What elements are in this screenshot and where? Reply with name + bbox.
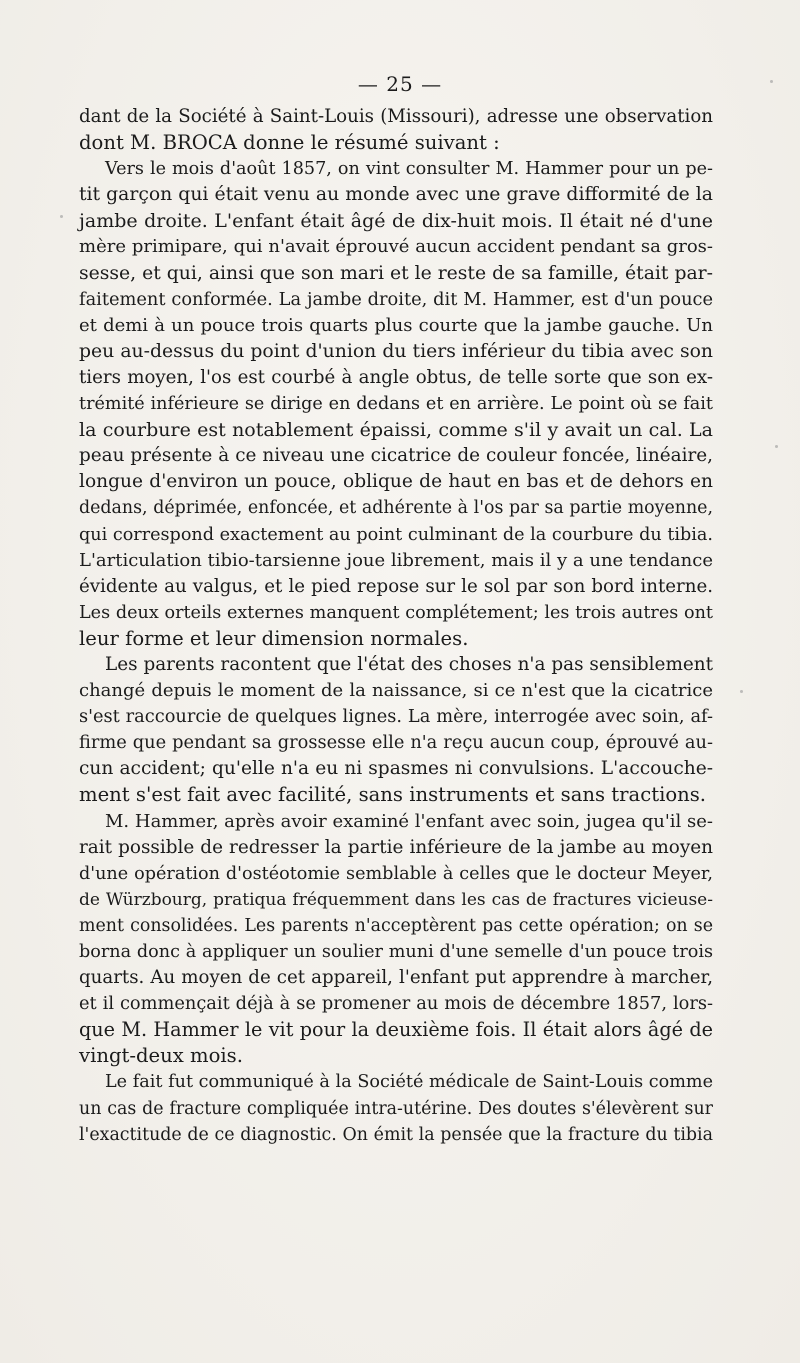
- text-line: firme que pendant sa grossesse elle n'a reçu aucun coup, éprouvé au-: [79, 732, 713, 754]
- text-line: sesse, et qui, ainsi que son mari et le reste de sa famille, était par-: [79, 262, 713, 284]
- text-line: dont M. BROCA donne le résumé suivant :: [79, 131, 500, 155]
- text-line: Les deux orteils externes manquent complétement; les trois autres ont: [79, 602, 713, 623]
- text-line: vingt-deux mois.: [79, 1044, 243, 1068]
- text-line: borna donc à appliquer un soulier muni d'une semelle d'un pouce trois: [79, 942, 713, 962]
- text-line: ment consolidées. Les parents n'acceptèrent pas cette opération; on se: [79, 915, 713, 936]
- paper-speck: [775, 445, 778, 448]
- text-line: Les parents racontent que l'état des choses n'a pas sensiblement: [105, 653, 713, 675]
- text-line: cun accident; qu'elle n'a eu ni spasmes ni convulsions. L'accouche-: [79, 758, 713, 780]
- text-line: M. Hammer, après avoir examiné l'enfant avec soin, jugea qu'il se-: [105, 810, 713, 832]
- text-line: leur forme et leur dimension normales.: [79, 626, 469, 650]
- text-line: jambe droite. L'enfant était âgé de dix-huit mois. Il était né d'une: [79, 210, 713, 233]
- text-line: l'exactitude de ce diagnostic. On émit la pensée que la fracture du tibia: [79, 1124, 713, 1145]
- text-line: quarts. Au moyen de cet appareil, l'enfant put apprendre à marcher,: [79, 967, 713, 989]
- text-line: tit garçon qui était venu au monde avec une grave difformité de la: [79, 184, 713, 206]
- text-line: Le fait fut communiqué à la Société médicale de Saint-Louis comme: [105, 1072, 713, 1093]
- text-line: tiers moyen, l'os est courbé à angle obtus, de telle sorte que son ex-: [79, 366, 713, 388]
- text-line: dant de la Société à Saint-Louis (Missouri), adresse une observation: [79, 106, 713, 127]
- body-text: [79, 104, 713, 1148]
- text-line: de Würzbourg, pratiqua fréquemment dans les cas de fractures vicieuse-: [79, 889, 713, 910]
- text-line: peu au-dessus du point d'union du tiers inférieur du tibia avec son: [79, 340, 713, 362]
- text-line: qui correspond exactement au point culminant de la courbure du tibia.: [79, 524, 713, 545]
- text-line: faitement conformée. La jambe droite, dit M. Hammer, est d'un pouce: [79, 288, 713, 310]
- text-line: ment s'est fait avec facilité, sans instruments et sans tractions.: [79, 783, 707, 807]
- paper-speck: [60, 215, 63, 218]
- text-line: mère primipare, qui n'avait éprouvé aucun accident pendant sa gros-: [79, 236, 713, 258]
- text-line: d'une opération d'ostéotomie semblable à celles que le docteur Meyer,: [79, 863, 713, 884]
- text-line: changé depuis le moment de la naissance, si ce n'est que la cicatrice: [79, 680, 713, 702]
- text-line: rait possible de redresser la partie inférieure de la jambe au moyen: [79, 836, 713, 858]
- text-line: L'articulation tibio-tarsienne joue librement, mais il y a une tendance: [79, 549, 713, 571]
- text-line: trémité inférieure se dirige en dedans et en arrière. Le point où se fait: [79, 394, 713, 415]
- page-number: — 25 —: [357, 72, 443, 96]
- text-line: évidente au valgus, et le pied repose sur le sol par son bord interne.: [79, 575, 713, 597]
- text-line: longue d'environ un pouce, oblique de haut en bas et de dehors en: [79, 471, 713, 493]
- paper-speck: [740, 690, 743, 693]
- paper-speck: [770, 80, 773, 83]
- text-line: peau présente à ce niveau une cicatrice de couleur foncée, linéaire,: [79, 445, 713, 467]
- text-line: Vers le mois d'août 1857, on vint consulter M. Hammer pour un pe-: [105, 159, 713, 180]
- text-line: s'est raccourcie de quelques lignes. La mère, interrogée avec soin, af-: [79, 706, 713, 728]
- text-line: et demi à un pouce trois quarts plus courte que la jambe gauche. Un: [79, 314, 713, 336]
- text-line: que M. Hammer le vit pour la deuxième fois. Il était alors âgé de: [79, 1018, 713, 1042]
- text-line: dedans, déprimée, enfoncée, et adhérente à l'os par sa partie moyenne,: [79, 498, 713, 519]
- text-line: un cas de fracture compliquée intra-utérine. Des doutes s'élevèrent sur: [79, 1098, 713, 1119]
- text-line: et il commençait déjà à se promener au mois de décembre 1857, lors-: [79, 993, 713, 1015]
- text-line: la courbure est notablement épaissi, comme s'il y avait un cal. La: [79, 419, 713, 442]
